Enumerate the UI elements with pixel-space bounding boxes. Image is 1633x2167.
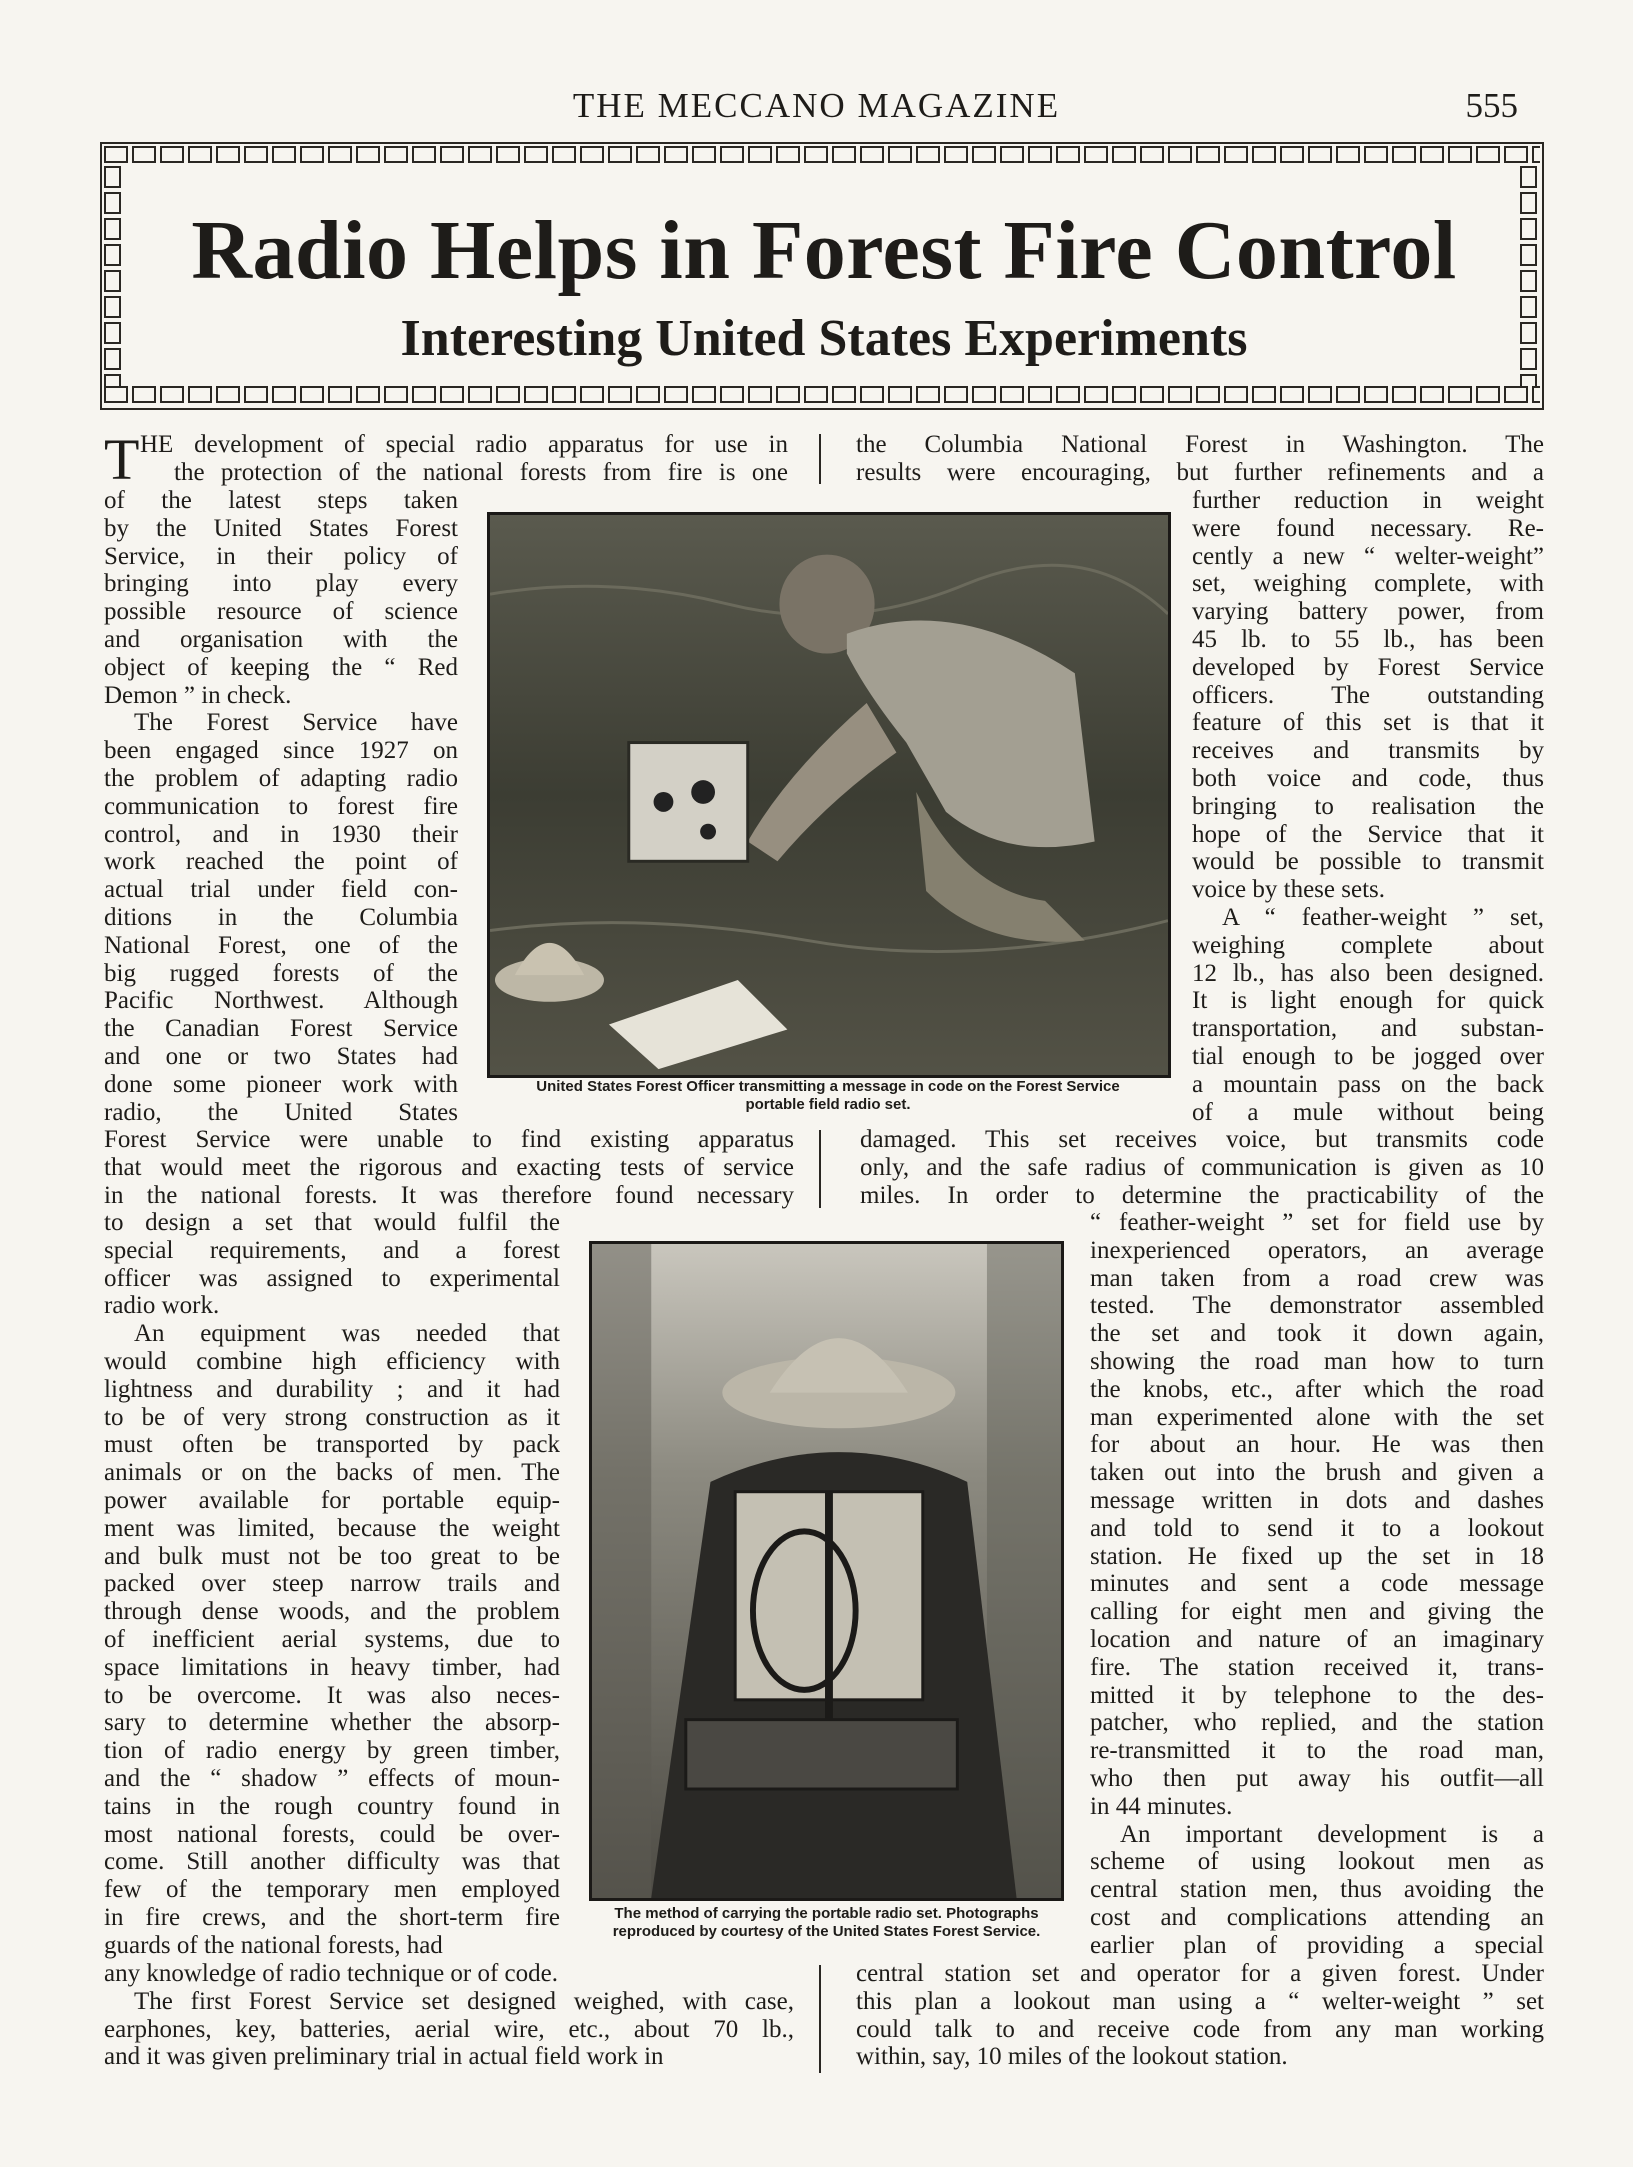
text-line: special requirements, and a forest bbox=[104, 1236, 560, 1264]
text-line: The first Forest Service set designed weighed, with case, bbox=[134, 1987, 794, 2015]
figure-caption bbox=[478, 1078, 1178, 1114]
text-line: of a mule without being bbox=[1192, 1098, 1544, 1126]
text-line: the protection of the national forests from fire is one bbox=[174, 458, 788, 486]
text-line: for about an hour. He was then bbox=[1090, 1431, 1544, 1459]
ornament-square bbox=[1392, 386, 1416, 403]
text-line: further reduction in weight bbox=[1192, 487, 1544, 514]
text-line: and one or two States had bbox=[104, 1042, 458, 1070]
text-line: An equipment was needed that bbox=[134, 1320, 560, 1348]
text-line: in fire crews, and the short-term fire bbox=[104, 1903, 560, 1931]
text-line: weighing complete about bbox=[1192, 931, 1544, 959]
ornament-square bbox=[888, 146, 912, 163]
photo-pack-carrier bbox=[589, 1241, 1064, 1901]
ornament-square bbox=[608, 386, 632, 403]
caption-line: The method of carrying the portable radio set. Photographs bbox=[614, 1905, 1039, 1922]
col2-full-mid bbox=[860, 1126, 1544, 1209]
text-line: and the “ shadow ” effects of moun- bbox=[104, 1764, 560, 1792]
ornament-square bbox=[720, 386, 744, 403]
column-rule bbox=[819, 1965, 821, 2073]
ornament-square bbox=[1336, 146, 1360, 163]
text-line: and told to send it to a lookout bbox=[1090, 1514, 1544, 1542]
ornament-square bbox=[692, 146, 716, 163]
text-line: and it was given preliminary trial in actual field work in bbox=[104, 2043, 664, 2071]
col1-wrap-upper bbox=[104, 487, 458, 1126]
photo-radio-operator bbox=[487, 512, 1171, 1078]
ornament-square bbox=[1168, 386, 1192, 403]
text-line: by the United States Forest bbox=[104, 514, 458, 542]
text-line: officers. The outstanding bbox=[1192, 681, 1544, 709]
text-line: damaged. This set receives voice, but transmits code bbox=[860, 1126, 1544, 1153]
ornament-square bbox=[748, 146, 772, 163]
border-ornament-bottom bbox=[104, 386, 1540, 406]
text-line: were found necessary. Re- bbox=[1192, 514, 1544, 542]
ornament-square bbox=[496, 146, 520, 163]
text-line: results were encouraging, but further refinements and a bbox=[856, 458, 1544, 486]
ornament-square bbox=[944, 386, 968, 403]
caption-line: reproduced by courtesy of the United States Forest Service. bbox=[612, 1923, 1041, 1940]
ornament-square bbox=[580, 146, 604, 163]
ornament-square bbox=[552, 146, 576, 163]
text-line: The Forest Service have bbox=[134, 709, 458, 737]
ornament-square bbox=[776, 386, 800, 403]
text-line: the knobs, etc., after which the road bbox=[1090, 1375, 1544, 1403]
ornament-square bbox=[328, 146, 352, 163]
text-line: communication to forest fire bbox=[104, 792, 458, 820]
text-line: object of keeping the “ Red bbox=[104, 653, 458, 681]
ornament-square bbox=[664, 146, 688, 163]
text-line: man taken from a road crew was bbox=[1090, 1264, 1544, 1292]
ornament-square bbox=[524, 146, 548, 163]
ornament-square bbox=[216, 386, 240, 403]
col2-full-end bbox=[856, 1960, 1544, 2071]
magazine-title: THE MECCANO MAGAZINE bbox=[572, 86, 1061, 125]
text-line: officer was assigned to experimental bbox=[104, 1264, 560, 1292]
text-line: National Forest, one of the bbox=[104, 931, 458, 959]
text-line: of the latest steps taken bbox=[104, 487, 458, 514]
text-line: to be overcome. It was also neces- bbox=[104, 1681, 560, 1709]
text-line: man experimented alone with the set bbox=[1090, 1403, 1544, 1431]
col2-top-full bbox=[856, 431, 1544, 487]
text-line: re-transmitted it to the road man, bbox=[1090, 1737, 1544, 1765]
text-line: 45 lb. to 55 lb., has been bbox=[1192, 625, 1544, 653]
text-line: the Canadian Forest Service bbox=[104, 1015, 458, 1043]
text-line: both voice and code, thus bbox=[1192, 764, 1544, 792]
ornament-square bbox=[356, 146, 380, 163]
ornament-square bbox=[412, 386, 436, 403]
ornament-square bbox=[384, 146, 408, 163]
text-line: actual trial under field con- bbox=[104, 876, 458, 904]
ornament-square bbox=[1392, 146, 1416, 163]
ornament-square bbox=[1224, 146, 1248, 163]
figure-caption bbox=[578, 1905, 1075, 1941]
ornament-square bbox=[720, 146, 744, 163]
text-line: tested. The demonstrator assembled bbox=[1090, 1292, 1544, 1320]
text-line: tial enough to be jogged over bbox=[1192, 1042, 1544, 1070]
text-line: Service, in their policy of bbox=[104, 542, 458, 570]
ornament-square bbox=[1364, 386, 1388, 403]
ornament-square bbox=[1448, 386, 1472, 403]
ornament-square bbox=[1504, 386, 1528, 403]
ornament-square bbox=[1224, 386, 1248, 403]
text-line: would combine high efficiency with bbox=[104, 1347, 560, 1375]
ornament-square bbox=[440, 146, 464, 163]
text-line: the Columbia National Forest in Washington. The bbox=[856, 431, 1544, 458]
ornament-square bbox=[384, 386, 408, 403]
ornament-square bbox=[860, 386, 884, 403]
text-line: hope of the Service that it bbox=[1192, 820, 1544, 848]
text-line: most national forests, could be over- bbox=[104, 1820, 560, 1848]
ornament-square bbox=[1520, 374, 1537, 386]
text-line: tains in the rough country found in bbox=[104, 1792, 560, 1820]
text-line: Forest Service were unable to find existing apparatus bbox=[104, 1126, 794, 1153]
ornament-square bbox=[104, 166, 121, 188]
text-line: space limitations in heavy timber, had bbox=[104, 1653, 560, 1681]
text-line: in the national forests. It was therefore found necessary bbox=[104, 1181, 794, 1209]
col1-opening bbox=[104, 427, 788, 492]
ornament-square bbox=[1420, 386, 1444, 403]
text-line: packed over steep narrow trails and bbox=[104, 1570, 560, 1598]
text-line: receives and transmits by bbox=[1192, 737, 1544, 765]
ornament-square bbox=[1504, 146, 1528, 163]
ornament-square bbox=[1084, 386, 1108, 403]
ornament-square bbox=[1280, 386, 1304, 403]
text-line: tion of radio energy by green timber, bbox=[104, 1737, 560, 1765]
ornament-square bbox=[1028, 386, 1052, 403]
ornament-square bbox=[692, 386, 716, 403]
ornament-square bbox=[1532, 386, 1540, 403]
ornament-square bbox=[1448, 146, 1472, 163]
ornament-square bbox=[1252, 386, 1276, 403]
text-line: could talk to and receive code from any man working bbox=[856, 2015, 1544, 2043]
text-line: It is light enough for quick bbox=[1192, 987, 1544, 1015]
text-line: calling for eight men and giving the bbox=[1090, 1598, 1544, 1626]
text-line: done some pioneer work with bbox=[104, 1070, 458, 1098]
ornament-square bbox=[636, 146, 660, 163]
drop-cap: T bbox=[104, 427, 140, 492]
text-line: big rugged forests of the bbox=[104, 959, 458, 987]
text-line: message written in dots and dashes bbox=[1090, 1486, 1544, 1514]
ornament-square bbox=[1532, 146, 1540, 163]
text-line: Pacific Northwest. Although bbox=[104, 987, 458, 1015]
ornament-square bbox=[888, 386, 912, 403]
ornament-square bbox=[104, 386, 128, 403]
ornament-square bbox=[972, 146, 996, 163]
ornament-square bbox=[1308, 146, 1332, 163]
ornament-square bbox=[1336, 386, 1360, 403]
title-frame bbox=[100, 142, 1544, 410]
text-line: and bulk must not be too great to be bbox=[104, 1542, 560, 1570]
text-line: A “ feather-weight ” set, bbox=[1222, 903, 1544, 931]
text-line: voice by these sets. bbox=[1192, 876, 1386, 904]
text-line: mitted it by telephone to the des- bbox=[1090, 1681, 1544, 1709]
ornament-square bbox=[608, 146, 632, 163]
text-line: earphones, key, batteries, aerial wire, etc., about 70 lb., bbox=[104, 2015, 794, 2043]
col2-wrap-upper bbox=[1192, 487, 1544, 1126]
ornament-square bbox=[244, 146, 268, 163]
ornament-square bbox=[664, 386, 688, 403]
ornament-square bbox=[356, 386, 380, 403]
ornament-square bbox=[944, 146, 968, 163]
ornament-square bbox=[1280, 146, 1304, 163]
text-line: radio work. bbox=[104, 1292, 220, 1320]
ornament-square bbox=[132, 386, 156, 403]
column-rule bbox=[819, 1130, 821, 1208]
col1-full-mid bbox=[104, 1126, 794, 1209]
text-line: been engaged since 1927 on bbox=[104, 737, 458, 765]
text-line: earlier plan of providing a special bbox=[1090, 1931, 1544, 1959]
text-line: possible resource of science bbox=[104, 598, 458, 626]
ornament-square bbox=[1196, 386, 1220, 403]
text-line: cently a new “ welter-weight” bbox=[1192, 542, 1544, 570]
text-line: central station men, thus avoiding the bbox=[1090, 1876, 1544, 1904]
ornament-square bbox=[1364, 146, 1388, 163]
ornament-square bbox=[272, 386, 296, 403]
text-line: miles. In order to determine the practicability of the bbox=[860, 1181, 1544, 1209]
ornament-square bbox=[1112, 146, 1136, 163]
ornament-square bbox=[216, 146, 240, 163]
text-line: ment was limited, because the weight bbox=[104, 1514, 560, 1542]
text-line: a mountain pass on the back bbox=[1192, 1070, 1544, 1098]
ornament-square bbox=[300, 386, 324, 403]
text-line: lightness and durability ; and it had bbox=[104, 1375, 560, 1403]
ornament-square bbox=[328, 386, 352, 403]
text-line: guards of the national forests, had bbox=[104, 1931, 443, 1959]
text-line: ditions in the Columbia bbox=[104, 903, 458, 931]
text-line: the set and took it down again, bbox=[1090, 1320, 1544, 1348]
ornament-square bbox=[160, 386, 184, 403]
text-line: inexperienced operators, an average bbox=[1090, 1236, 1544, 1264]
ornament-square bbox=[972, 386, 996, 403]
text-line: in 44 minutes. bbox=[1090, 1792, 1233, 1820]
caption-line: United States Forest Officer transmitting a message in code on the Forest Service bbox=[536, 1078, 1120, 1095]
text-line: set, weighing complete, with bbox=[1192, 570, 1544, 598]
text-line: only, and the safe radius of communication is given as 10 bbox=[860, 1153, 1544, 1181]
ornament-square bbox=[804, 146, 828, 163]
ornament-square bbox=[1520, 166, 1537, 188]
ornament-square bbox=[832, 146, 856, 163]
text-line: and organisation with the bbox=[104, 625, 458, 653]
text-line: HE development of special radio apparatus for use in bbox=[140, 431, 788, 458]
text-line: who then put away his outfit—all bbox=[1090, 1764, 1544, 1792]
text-line: “ feather-weight ” set for field use by bbox=[1090, 1209, 1544, 1236]
text-line: control, and in 1930 their bbox=[104, 820, 458, 848]
ornament-square bbox=[832, 386, 856, 403]
text-line: showing the road man how to turn bbox=[1090, 1347, 1544, 1375]
ornament-square bbox=[468, 386, 492, 403]
ornament-square bbox=[1476, 146, 1500, 163]
ornament-square bbox=[1000, 146, 1024, 163]
ornament-square bbox=[188, 146, 212, 163]
text-line: work reached the point of bbox=[104, 848, 458, 876]
col1-wrap-lower bbox=[104, 1209, 560, 1960]
text-line: come. Still another difficulty was that bbox=[104, 1848, 560, 1876]
text-line: varying battery power, from bbox=[1192, 598, 1544, 626]
text-line: animals or on the backs of men. The bbox=[104, 1459, 560, 1487]
ornament-square bbox=[552, 386, 576, 403]
ornament-square bbox=[440, 386, 464, 403]
ornament-square bbox=[496, 386, 520, 403]
ornament-square bbox=[580, 386, 604, 403]
text-line: few of the temporary men employed bbox=[104, 1876, 560, 1904]
ornament-square bbox=[916, 386, 940, 403]
ornament-square bbox=[132, 146, 156, 163]
ornament-square bbox=[412, 146, 436, 163]
text-line: any knowledge of radio technique or of code. bbox=[104, 1960, 559, 1987]
ornament-square bbox=[636, 386, 660, 403]
article-subtitle: Interesting United States Experiments bbox=[400, 310, 1248, 367]
text-line: must often be transported by pack bbox=[104, 1431, 560, 1459]
ornament-square bbox=[1140, 386, 1164, 403]
ornament-square bbox=[300, 146, 324, 163]
ornament-square bbox=[272, 146, 296, 163]
text-line: fire. The station received it, trans- bbox=[1090, 1653, 1544, 1681]
col1-full-end bbox=[104, 1960, 794, 2071]
ornament-square bbox=[1420, 146, 1444, 163]
text-line: An important development is a bbox=[1120, 1820, 1544, 1848]
ornament-square bbox=[776, 146, 800, 163]
text-line: location and nature of an imaginary bbox=[1090, 1625, 1544, 1653]
text-line: Demon ” in check. bbox=[104, 681, 292, 709]
ornament-square bbox=[468, 146, 492, 163]
text-line: through dense woods, and the problem bbox=[104, 1598, 560, 1626]
caption-line: portable field radio set. bbox=[745, 1096, 911, 1113]
text-line: would be possible to transmit bbox=[1192, 848, 1544, 876]
ornament-square bbox=[160, 146, 184, 163]
ornament-square bbox=[748, 386, 772, 403]
ornament-square bbox=[1308, 386, 1332, 403]
text-line: that would meet the rigorous and exacting tests of service bbox=[104, 1153, 794, 1181]
text-line: developed by Forest Service bbox=[1192, 653, 1544, 681]
text-line: minutes and sent a code message bbox=[1090, 1570, 1544, 1598]
text-line: central station set and operator for a given forest. Under bbox=[856, 1960, 1544, 1987]
text-line: within, say, 10 miles of the lookout station. bbox=[856, 2043, 1288, 2071]
text-line: bringing to realisation the bbox=[1192, 792, 1544, 820]
text-line: taken out into the brush and given a bbox=[1090, 1459, 1544, 1487]
text-line: the problem of adapting radio bbox=[104, 764, 458, 792]
col2-wrap-lower bbox=[1090, 1209, 1544, 1960]
ornament-square bbox=[104, 146, 128, 163]
text-line: feature of this set is that it bbox=[1192, 709, 1544, 737]
ornament-square bbox=[104, 374, 121, 386]
ornament-square bbox=[1476, 386, 1500, 403]
text-line: sary to determine whether the absorp- bbox=[104, 1709, 560, 1737]
article-title: Radio Helps in Forest Fire Control bbox=[191, 204, 1457, 297]
text-line: of inefficient aerial systems, due to bbox=[104, 1625, 560, 1653]
text-line: to design a set that would fulfil the bbox=[104, 1209, 560, 1236]
ornament-square bbox=[524, 386, 548, 403]
ornament-square bbox=[1252, 146, 1276, 163]
text-line: this plan a lookout man using a “ welter-weight ” set bbox=[856, 1987, 1544, 2015]
text-line: power available for portable equip- bbox=[104, 1486, 560, 1514]
ornament-square bbox=[1112, 386, 1136, 403]
ornament-square bbox=[1196, 146, 1220, 163]
ornament-square bbox=[188, 386, 212, 403]
ornament-square bbox=[860, 146, 884, 163]
column-rule bbox=[819, 434, 821, 484]
ornament-square bbox=[1056, 146, 1080, 163]
text-line: radio, the United States bbox=[104, 1098, 458, 1126]
text-line: to be of very strong construction as it bbox=[104, 1403, 560, 1431]
ornament-square bbox=[1056, 386, 1080, 403]
border-ornament-top bbox=[104, 146, 1540, 166]
text-line: bringing into play every bbox=[104, 570, 458, 598]
ornament-square bbox=[244, 386, 268, 403]
text-line: scheme of using lookout men as bbox=[1090, 1848, 1544, 1876]
ornament-square bbox=[1140, 146, 1164, 163]
text-line: 12 lb., has also been designed. bbox=[1192, 959, 1544, 987]
ornament-square bbox=[1168, 146, 1192, 163]
text-line: station. He fixed up the set in 18 bbox=[1090, 1542, 1544, 1570]
ornament-square bbox=[1000, 386, 1024, 403]
text-line: patcher, who replied, and the station bbox=[1090, 1709, 1544, 1737]
running-header bbox=[0, 86, 1633, 136]
text-line: transportation, and substan- bbox=[1192, 1015, 1544, 1043]
ornament-square bbox=[804, 386, 828, 403]
ornament-square bbox=[1084, 146, 1108, 163]
ornament-square bbox=[916, 146, 940, 163]
page-number: 555 bbox=[1465, 86, 1518, 125]
ornament-square bbox=[1028, 146, 1052, 163]
text-line: cost and complications attending an bbox=[1090, 1903, 1544, 1931]
